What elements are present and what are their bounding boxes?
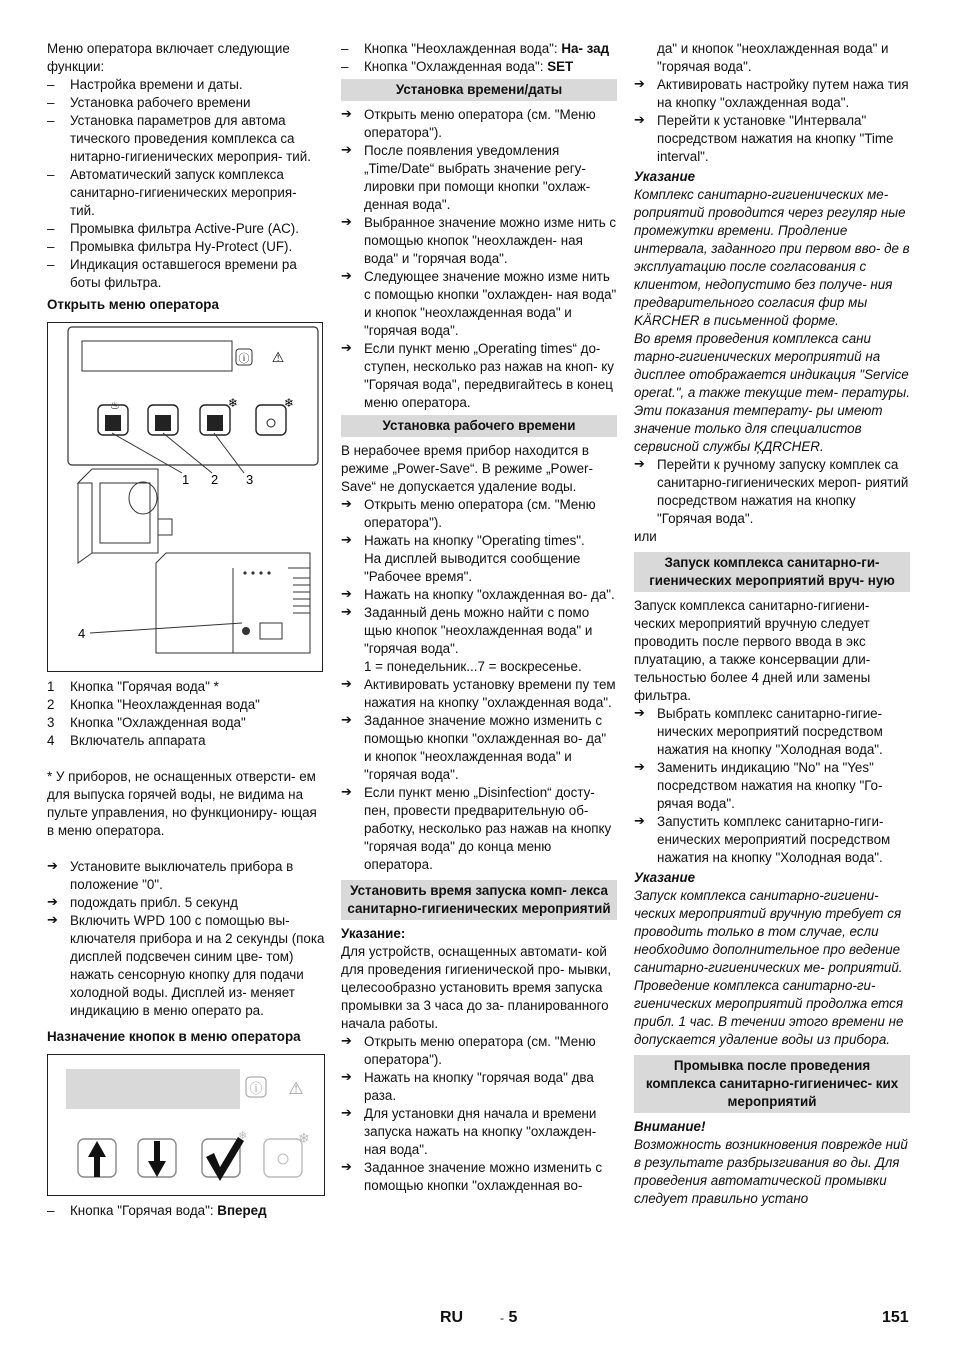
- step-item: ➔ Установите выключатель прибора в положение "0".: [47, 858, 325, 894]
- note-text: Проведение комплекса санитарно-ги- гиенических мероприятий продолжа ется прибл. 1 час. В течении этого времени не допускается удаление воды из прибора.: [634, 978, 904, 1047]
- control-panel-figure: [47, 322, 323, 672]
- function-item: – Установка рабочего времени: [47, 94, 325, 112]
- rinse-heading: Промывка после проведения комплекса санитарно-гигиеничес- ких мероприятий: [634, 1055, 910, 1113]
- step-item: ➔ Нажать на кнопку "горячая вода" два раза.: [341, 1069, 617, 1105]
- step-result: На дисплей выводится сообщение "Рабочее время".: [364, 551, 581, 584]
- step-item: ➔ Выбрать комплекс санитарно-гигие- нических мероприятий посредством нажатия на кнопку "Холодная вода".: [634, 705, 910, 759]
- function-item: – Индикация оставшегося времени ра боты фильтра.: [47, 256, 325, 292]
- auto-start-heading: Установить время запуска комп- лекса санитарно-гигиенических мероприятий: [341, 880, 617, 920]
- note-label: Указание:: [341, 926, 406, 941]
- callout-2: 2: [211, 472, 219, 487]
- footer-page-number: 151: [882, 1309, 909, 1326]
- manual-intro: Запуск комплекса санитарно-гигиени- ческих мероприятий вручную следует проводить после первого ввода в экс плуатацию, а также консервации дли- тельностью более 4 дней или замены фильтра.: [634, 598, 871, 703]
- step-item: ➔ Следующее значение можно изме нить с помощью кнопки "охлажден- ная вода" и кнопок "неохлажденная вода" и "горячая вода".: [341, 268, 617, 340]
- step-item: ➔ После появления уведомления „Time/Date“ выбрать значение регу- лировки при помощи кнопки "охлаж- денная вода".: [341, 142, 617, 214]
- step-item: ➔ Перейти к ручному запуску комплек са санитарно-гигиенических мероп- риятий посредством нажатия на кнопку "Горячая вода".: [634, 456, 910, 528]
- footnote: * У приборов, не оснащенных отверсти- ем для выпуска горячей воды, не видима на пульте управления, но функциониру- ющая в меню оператора.: [47, 769, 317, 838]
- manual-start-heading: Запуск комплекса санитарно-ги- гиенических мероприятий вруч- ную: [634, 552, 910, 592]
- step-item: ➔ Активировать установку времени пу тем нажатия на кнопку "охлажденная вода".: [341, 676, 617, 712]
- step-item: ➔ Запустить комплекс санитарно-гиги- енических мероприятий посредством нажатия на кнопку "Холодная вода".: [634, 813, 910, 867]
- control-panel-illustration: [48, 323, 322, 671]
- step-item: ➔ Нажать на кнопку "Operating times".: [341, 532, 617, 550]
- attention-label: Внимание!: [634, 1119, 706, 1134]
- function-item: – Промывка фильтра Active-Pure (AC).: [47, 220, 325, 238]
- button-panel-illustration: [48, 1055, 324, 1195]
- step-item: ➔ Для установки дня начала и времени запуска нажать на кнопку "охлажден- ная вода".: [341, 1105, 617, 1159]
- step-item: ➔ Если пункт меню „Disinfection“ досту- пен, провести предварительную об- работку, несколько раз нажав на кнопку "горячая вода" до конца меню оператора.: [341, 784, 617, 874]
- column-1: [47, 40, 325, 1220]
- step-item: ➔ Заданное значение можно изменить с помощью кнопки "охлажденная во-: [341, 1159, 617, 1195]
- assign-heading: Назначение кнопок в меню оператора: [47, 1029, 301, 1044]
- function-item: – Настройка времени и даты.: [47, 76, 325, 94]
- callout-4: 4: [78, 626, 86, 641]
- work-time-heading: Установка рабочего времени: [341, 415, 617, 437]
- svg-text:⚠: ⚠: [271, 350, 285, 366]
- function-item: – Автоматический запуск комплекса санитарно-гигиенических мероприя- тий.: [47, 166, 325, 220]
- step-item: ➔ Открыть меню оператора (см. "Меню оператора").: [341, 1033, 617, 1069]
- column-3: [634, 40, 910, 1208]
- step-item: ➔ Включить WPD 100 с помощью вы- ключателя прибора и на 2 секунды (пока дисплей подсвечен синим цве- том) нажать сенсорную кнопку для подачи холодной воды. Дисплей из- меняет индикацию в меню операто ра.: [47, 912, 325, 1020]
- neo-button-assignment: – Кнопка "Неохлажденная вода": На- зад: [341, 40, 617, 58]
- function-item: – Установка параметров для автома тического проведения комплекса са нитарно-гигиенических мероприя- тий.: [47, 112, 325, 166]
- note-label: Указание: [634, 870, 696, 885]
- svg-text:❄: ❄: [228, 396, 239, 410]
- footer-section-page: - 5: [500, 1309, 518, 1326]
- step-item: ➔ Заменить индикацию "No" на "Yes" посредством нажатия на кнопку "Го- рячая вода".: [634, 759, 910, 813]
- note-text: Для устройств, оснащенных автомати- кой для проведения гигиенической про- мывки, целесообразно установить время запуска промывки за 3 часа до за- планированного начала работы.: [341, 944, 612, 1031]
- button-assignment-figure: [47, 1054, 325, 1196]
- step-item: ➔ Заданное значение можно изменить с помощью кнопки "охлажденная во- да" и кнопок "неохлажденная вода" и "горячая вода".: [341, 712, 617, 784]
- note-label: Указание: [634, 169, 696, 184]
- svg-text:❄: ❄: [284, 396, 295, 410]
- step-result: 1 = понедельник...7 = воскресенье.: [364, 659, 582, 674]
- step-item: ➔ Выбранное значение можно изме нить с помощью кнопок "неохлажден- ная вода" и "горячая вода".: [341, 214, 617, 268]
- or-text: или: [634, 529, 657, 544]
- legend-item: 4 Включатель аппарата: [47, 733, 206, 748]
- open-menu-heading: Открыть меню оператора: [47, 297, 219, 312]
- column-2: [341, 40, 617, 1195]
- legend-item: 3 Кнопка "Охлажденная вода": [47, 715, 246, 730]
- svg-text:❄: ❄: [298, 1131, 310, 1147]
- step-continuation: да" и кнопок "неохлажденная вода" и "горячая вода".: [657, 41, 889, 74]
- hot-button-assignment: – Кнопка "Горячая вода": Вперед: [47, 1202, 325, 1220]
- svg-text:❄: ❄: [238, 1129, 248, 1142]
- note-text: Во время проведения комплекса сани тарно-гигиенических мероприятий на дисплее отображается индикация "Service operat.", а также текущие тем- пературы. Эти показания температу- ры имеют значение только для специалистов сервисной службы ĶДRCHER.: [634, 331, 910, 454]
- step-item: ➔ подождать прибл. 5 секунд: [47, 894, 325, 912]
- attention-text: Возможность возникновения поврежде ний в результате разбрызгивания во ды. Для проведения автоматической промывки следует правильно устано: [634, 1137, 908, 1206]
- svg-text:⚠: ⚠: [288, 1079, 304, 1099]
- cold-button-assignment: – Кнопка "Охлажденная вода": SET: [341, 58, 617, 76]
- svg-text:ⓘ: ⓘ: [238, 352, 250, 365]
- time-date-heading: Установка времени/даты: [341, 79, 617, 101]
- work-intro: В нерабочее время прибор находится в режиме „Power-Save“. В режиме „Power- Save“ не допускается удаление воды.: [341, 443, 593, 494]
- legend-item: 1 Кнопка "Горячая вода" *: [47, 679, 219, 694]
- step-item: ➔ Открыть меню оператора (см. "Меню оператора").: [341, 106, 617, 142]
- step-item: ➔ Заданный день можно найти с помо щью кнопок "неохлажденная вода" и "горячая вода".: [341, 604, 617, 658]
- svg-text:ⓘ: ⓘ: [249, 1082, 263, 1097]
- intro-text: Меню оператора включает следующие функции:: [47, 41, 290, 74]
- legend-item: 2 Кнопка "Неохлажденная вода": [47, 697, 260, 712]
- svg-text:♨: ♨: [110, 399, 120, 412]
- callout-3: 3: [246, 472, 254, 487]
- step-item: ➔ Если пункт меню „Operating times“ до- ступен, несколько раз нажав на кноп- ку "Горячая вода", передвигайтесь в конец меню оператора.: [341, 340, 617, 412]
- footer-language: RU: [440, 1309, 464, 1326]
- step-item: ➔ Нажать на кнопку "охлажденная во- да".: [341, 586, 617, 604]
- step-item: ➔ Перейти к установке "Интервала" посредством нажатия на кнопку "Time interval".: [634, 112, 910, 166]
- note-text: Запуск комплекса санитарно-гигиени- ческих мероприятий вручную требует ся проводить только в том случае, если необходимо дополнительное про ведение санитарно-гигиенических ме- роприятий.: [634, 888, 903, 975]
- callout-1: 1: [182, 472, 190, 487]
- step-item: ➔ Открыть меню оператора (см. "Меню оператора").: [341, 496, 617, 532]
- function-item: – Промывка фильтра Hy-Protect (UF).: [47, 238, 325, 256]
- step-item: ➔ Активировать настройку путем нажа тия на кнопку "охлажденная вода".: [634, 76, 910, 112]
- note-text: Комплекс санитарно-гигиенических ме- роприятий проводится через регуляр ные промежутки времени. Продление интервала, заданного при первом вво- де в эксплуатацию после согласования с клиентом, недопустимо без получе- ния предварительного согласия фир мы KÄRCHER в письменной форме.: [634, 187, 910, 328]
